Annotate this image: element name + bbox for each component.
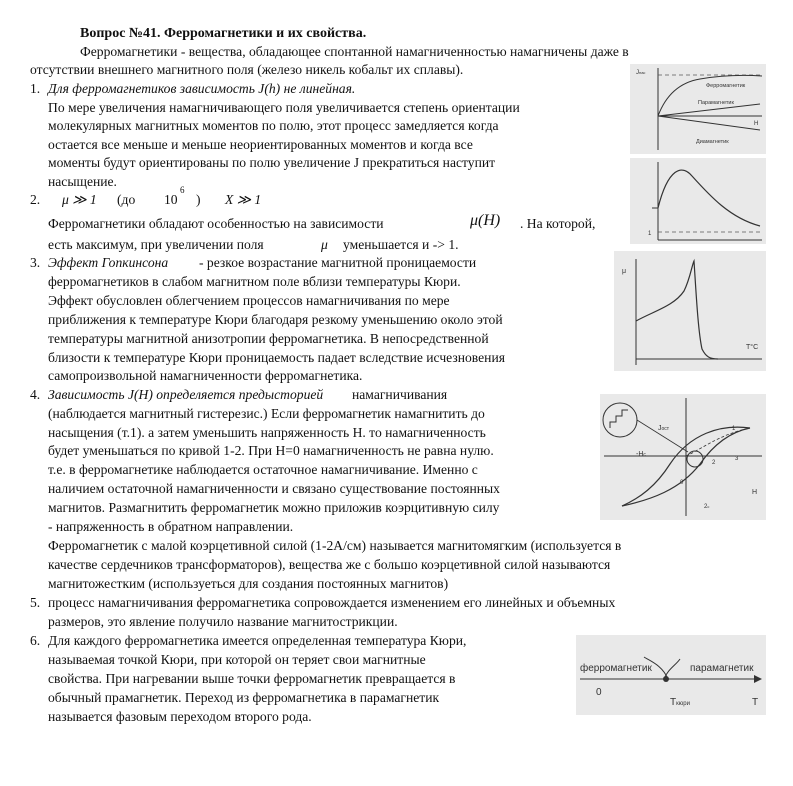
svg-text:Парамагнетик: Парамагнетик (698, 100, 734, 106)
svg-text:Диамагнетик: Диамагнетик (696, 139, 729, 145)
item-5-line: размеров, это явление получило название магнитострикции. (48, 614, 398, 629)
item-3-line: - резкое возрастание магнитной проницаемости (199, 255, 477, 270)
item-6-line: Для каждого ферромагнетика имеется определенная температура Кюри, (48, 633, 467, 648)
svg-text:μ: μ (622, 268, 627, 275)
svg-text:-Hc: -Hc (636, 451, 646, 458)
item-4-line: качестве сердечников трансформаторов), вещества же с большо коэрцетивной силой называются (48, 557, 611, 572)
svg-text:H: H (754, 121, 759, 127)
formula-ten: 10 (164, 192, 178, 207)
svg-text:0: 0 (680, 480, 684, 486)
item-5-line: процесс намагничивания ферромагнетика сопровождается изменением его линейных и объемных (48, 595, 616, 610)
item-3-heading: Эффект Гопкинсона (48, 255, 169, 270)
svg-text:1: 1 (732, 426, 736, 432)
item-1-line: насыщение. (48, 174, 117, 189)
item-2-line: есть максимум, при увеличении поля (48, 237, 264, 252)
item-1-line: молекулярных магнитных моментов по полю, этот процесс замедляется когда (48, 118, 499, 133)
mu-symbol: μ (321, 237, 328, 252)
curie-transition-figure (576, 635, 766, 715)
item-3-line: Эффект обусловлен облегчением процессов намагничивания по мере (48, 293, 450, 308)
item-3-line: ферромагнетиков в слабом магнитном поле вблизи температуры Кюри. (48, 274, 461, 289)
mu-of-h: μ(H) (470, 212, 501, 229)
item-4-line: будет уменьшаться по кривой 1-2. При Н=0 намагниченность не равна нулю. (48, 443, 494, 458)
item-6-number: 6. (30, 633, 41, 648)
svg-text:1: 1 (648, 231, 652, 237)
formula-chi: X ≫ 1 (225, 192, 262, 207)
svg-text:3: 3 (735, 456, 739, 462)
item-6-line: называется фазовым переходом второго рода. (48, 709, 312, 724)
item-1-heading: Для ферромагнетиков зависимость J(h) не линейная. (48, 81, 356, 96)
item-4-line: магнитов. Размагнитить ферромагнетик можно приложив коэрцитивную силу (48, 500, 500, 515)
intro-line-1: Ферромагнетики - вещества, обладающее спонтанной намагниченностью намагничены даже в (80, 44, 629, 59)
formula-mu: μ ≫ 1 (62, 192, 97, 207)
item-2-line: уменьшается и -> 1. (343, 237, 459, 252)
item-2-line: Ферромагнетики обладают особенностью на зависимости (48, 216, 384, 231)
item-2-line: . На которой, (520, 216, 596, 231)
item-6-line: называемая точкой Кюри, при которой он теряет свои магнитные (48, 652, 426, 667)
svg-text:Jнас: Jнас (636, 70, 646, 76)
item-1-line: По мере увеличения намагничивающего поля увеличивается степень ориентации (48, 100, 520, 115)
hysteresis-loop-figure (600, 394, 766, 520)
item-4-line: намагничивания (352, 387, 448, 402)
formula-paren: ) (196, 192, 201, 207)
item-4-heading: Зависимость J(H) определяется предысторией (48, 387, 324, 402)
svg-text:T: T (752, 697, 759, 708)
item-4-line: магнитожестким (используеться для создания постоянных магнитов) (48, 576, 449, 591)
svg-text:ферромагнетик: ферромагнетик (580, 663, 652, 674)
item-1-line: остается все меньше и меньше неориентированных моментов и когда все (48, 137, 473, 152)
item-1-number: 1. (30, 81, 41, 96)
svg-text:0: 0 (596, 687, 602, 698)
item-1-line: моменты будут ориентированы по полю увеличение J прекратиться наступит (48, 155, 496, 170)
intro-line-2: отсутствии внешнего магнитного поля (железо никель кобальт их сплавы). (30, 62, 464, 77)
hopkinson-effect-figure (614, 251, 766, 371)
item-3-number: 3. (30, 255, 41, 270)
item-3-line: температуры магнитной анизотропии ферромагнетика. В непосредственной (48, 331, 489, 346)
svg-text:Jост: Jост (658, 425, 670, 432)
svg-text:H: H (752, 489, 758, 496)
item-3-line: приближения к температуре Кюри благодаря резкому уменьшению около этой (48, 312, 503, 327)
page-title: Вопрос №41. Ферромагнетики и их свойства. (80, 26, 367, 41)
item-4-line: насыщения (т.1). а затем уменьшить напряженность Н. то намагниченность (48, 425, 486, 440)
item-6-line: обычный прамагнетик. Переход из ферромагнетика в парамагнетик (48, 690, 440, 705)
svg-text:Ферромагнетик: Ферромагнетик (706, 83, 746, 89)
item-3-line: самопроизвольной намагниченности ферромагнетика. (48, 368, 363, 383)
item-5-number: 5. (30, 595, 41, 610)
item-4-line: наличием остаточной намагниченности и связано существование постоянных (48, 481, 500, 496)
permeability-curve-figure (630, 158, 766, 244)
svg-text:парамагнетик: парамагнетик (690, 663, 754, 674)
item-4-number: 4. (30, 387, 41, 402)
formula-upto: (до (117, 192, 136, 207)
svg-text:2c: 2c (704, 504, 710, 510)
item-4-line: - напряженность в обратном направлении. (48, 519, 294, 534)
item-6-line: свойства. При нагревании выше точки ферромагнетик превращается в (48, 671, 456, 686)
item-3-line: близости к температуре Кюри проницаемость падает вследствие исчезновения (48, 350, 505, 365)
svg-text:T°C: T°C (746, 344, 759, 351)
svg-text:Tкюри: Tкюри (670, 697, 690, 708)
svg-text:2: 2 (712, 460, 716, 466)
item-4-line: (наблюдается магнитный гистерезис.) Если ферромагнетик намагнитить до (48, 406, 485, 421)
magnetization-curves-figure (630, 64, 766, 154)
item-2-number: 2. (30, 192, 41, 207)
item-4-line: Ферромагнетик с малой коэрцетивной силой (1-2А/см) называется магнитомягким (используется в (48, 538, 622, 553)
formula-exponent: 6 (180, 185, 185, 195)
item-4-line: т.е. в ферромагнетике наблюдается остаточное намагничивание. Именно с (48, 462, 478, 477)
